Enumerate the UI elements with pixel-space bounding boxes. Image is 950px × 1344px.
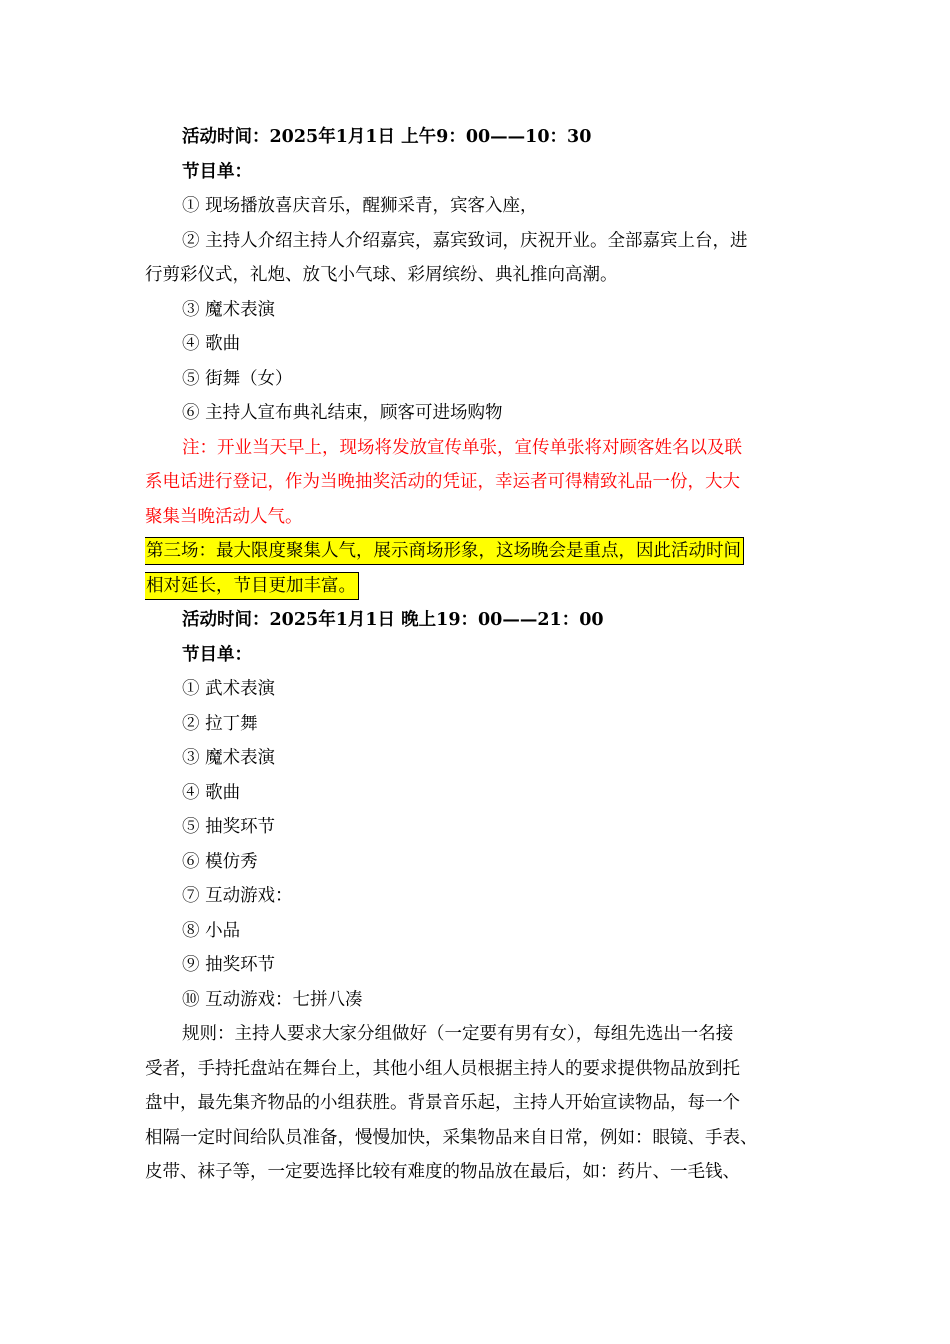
document-body [145, 120, 807, 1190]
program-item: ① 现场播放喜庆音乐，醒狮采青，宾客入座， [182, 196, 538, 216]
program-item: ⑥ 主持人宣布典礼结束，顾客可进场购物 [182, 403, 503, 423]
section-heading-line [145, 569, 807, 604]
note-line: 系电话进行登记，作为当晚抽奖活动的凭证，幸运者可得精致礼品一份，大大 [145, 472, 740, 492]
note-line: 聚集当晚活动人气。 [145, 506, 303, 527]
rules-line: 规则：主持人要求大家分组做好（一定要有男有女），每组先选出一名接 [182, 1024, 734, 1044]
program-item: ⑤ 抽奖环节 [182, 817, 276, 837]
event-time-evening: 活动时间：2025年1月1日 晚上19：00——21：00 [182, 610, 604, 630]
program-item: ② 拉丁舞 [182, 713, 258, 734]
program-item: ⑨ 抽奖环节 [182, 955, 276, 975]
highlighted-heading-text: 第三场：最大限度聚集人气，展示商场形象，这场晚会是重点，因此活动时间 [145, 538, 743, 564]
rules-line: 盘中，最先集齐物品的小组获胜。背景音乐起，主持人开始宣读物品，每一个 [145, 1093, 740, 1113]
section-heading-line [145, 534, 807, 569]
program-item: ③ 魔术表演 [182, 299, 276, 320]
program-list-title: 节目单： [182, 644, 252, 665]
rules-line: 受者，手持托盘站在舞台上，其他小组人员根据主持人的要求提供物品放到托 [145, 1058, 740, 1079]
program-item: ③ 魔术表演 [182, 748, 276, 768]
program-item: ⑥ 模仿秀 [182, 851, 258, 872]
highlighted-heading-text: 相对延长，节目更加丰富。 [145, 573, 358, 599]
rules-line: 相隔一定时间给队员准备，慢慢加快，采集物品来自日常，例如：眼镜、手表、 [145, 1127, 758, 1148]
note-line: 注：开业当天早上，现场将发放宣传单张，宣传单张将对顾客姓名以及联 [182, 437, 742, 458]
event-time-morning: 活动时间：2025年1月1日 上午9：00——10：30 [182, 127, 592, 147]
program-item-continuation: 行剪彩仪式，礼炮、放飞小气球、彩屑缤纷、典礼推向高潮。 [145, 265, 618, 285]
rules-line: 皮带、袜子等，一定要选择比较有难度的物品放在最后，如：药片、一毛钱、 [145, 1162, 740, 1182]
program-item: ⑤ 街舞（女） [182, 368, 293, 389]
program-item: ④ 歌曲 [182, 334, 241, 354]
program-list-title: 节目单： [182, 161, 252, 182]
program-item: ⑦ 互动游戏： [182, 886, 293, 906]
program-item: ① 武术表演 [182, 679, 276, 699]
program-item: ⑧ 小品 [182, 920, 241, 941]
program-item: ② 主持人介绍主持人介绍嘉宾，嘉宾致词，庆祝开业。全部嘉宾上台，进 [182, 230, 748, 251]
program-item: ④ 歌曲 [182, 782, 241, 803]
program-item: ⑩ 互动游戏：七拼八凑 [182, 989, 363, 1010]
